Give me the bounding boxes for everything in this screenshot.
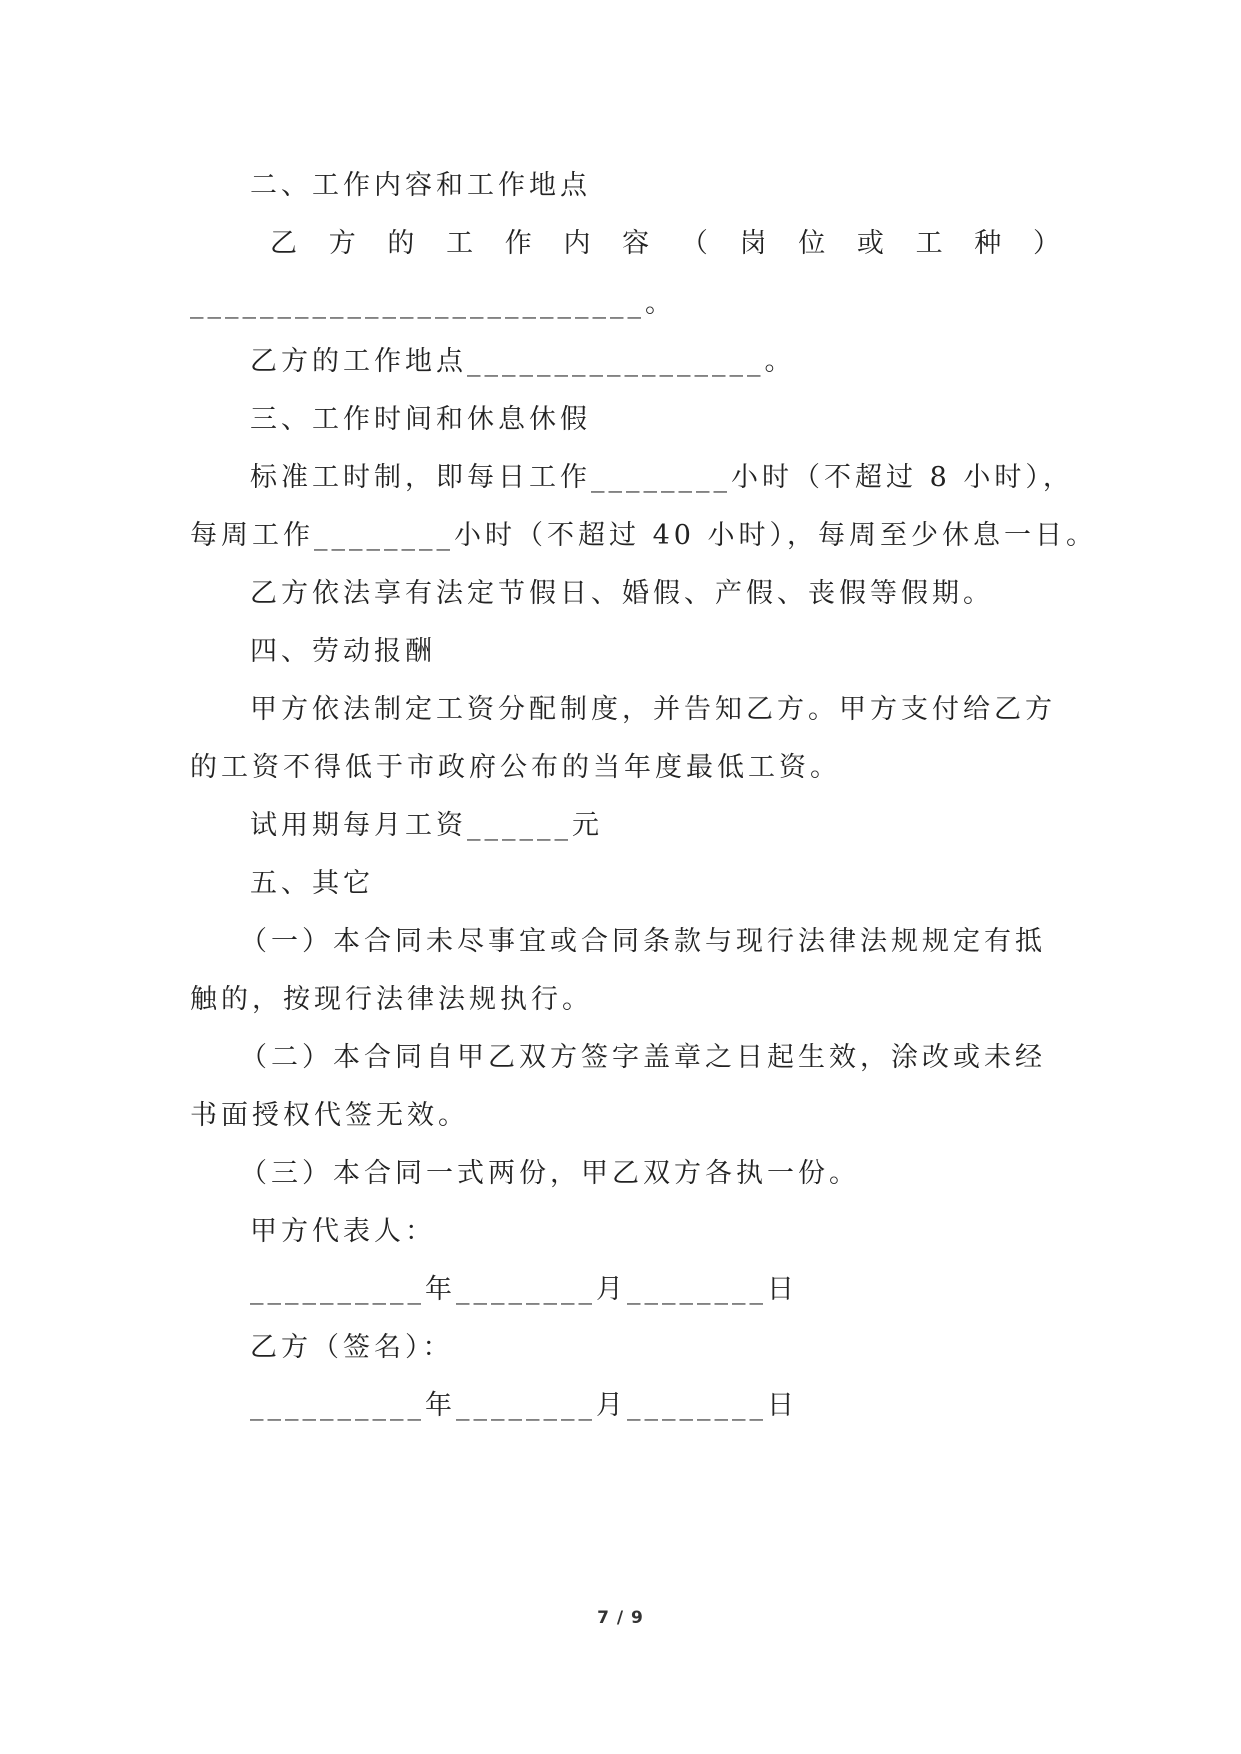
- holidays-line: 乙方依法享有法定节假日、婚假、产假、丧假等假期。: [250, 578, 994, 609]
- spread-char: 作: [504, 228, 532, 259]
- work-location-line: 乙方的工作地点_________________。: [250, 346, 796, 377]
- spread-char: ）: [1032, 228, 1060, 259]
- spread-char: 的: [387, 228, 415, 259]
- standard-hours-line: 标准工时制，即每日工作________小时（不超过 8 小时），: [250, 462, 1074, 493]
- spread-char: 方: [328, 228, 356, 259]
- party-b-signature-label: 乙方（签名）：: [250, 1332, 454, 1363]
- section-heading-other: 五、其它: [250, 868, 374, 899]
- work-content-line: [270, 224, 1060, 264]
- party-b-date-line: __________年________月________日: [250, 1390, 798, 1421]
- clause-2-line-2: 书面授权代签无效。: [190, 1100, 469, 1131]
- clause-2-line-1: （二）本合同自甲乙双方签字盖章之日起生效，涂改或未经: [240, 1042, 1046, 1073]
- party-a-representative-label: 甲方代表人：: [250, 1216, 436, 1247]
- spread-char: 岗: [739, 228, 767, 259]
- clause-3-line: （三）本合同一式两份，甲乙双方各执一份。: [240, 1158, 860, 1189]
- probation-wage-line: 试用期每月工资______元: [250, 810, 603, 841]
- spread-char: 种: [974, 228, 1002, 259]
- wage-system-line-2: 的工资不得低于市政府公布的当年度最低工资。: [190, 752, 841, 783]
- page-number: 7 / 9: [597, 1608, 644, 1628]
- spread-char: （: [680, 228, 708, 259]
- spread-char: 工: [446, 228, 474, 259]
- wage-system-line-1: 甲方依法制定工资分配制度，并告知乙方。甲方支付给乙方: [250, 694, 1056, 725]
- spread-char: 容: [622, 228, 650, 259]
- spread-char: 乙: [270, 228, 297, 259]
- spread-char: 内: [563, 228, 591, 259]
- section-heading-work-hours: 三、工作时间和休息休假: [250, 404, 591, 435]
- spread-char: 工: [915, 228, 943, 259]
- section-heading-work-content: 二、工作内容和工作地点: [250, 170, 591, 201]
- clause-1-line-1: （一）本合同未尽事宜或合同条款与现行法律法规规定有抵: [240, 926, 1046, 957]
- party-a-date-line: __________年________月________日: [250, 1274, 798, 1305]
- spread-char: 或: [856, 228, 884, 259]
- spread-char: 位: [798, 228, 826, 259]
- work-content-blank: __________________________。: [190, 288, 676, 319]
- weekly-hours-line: 每周工作________小时（不超过 40 小时），每周至少休息一日。: [190, 520, 1098, 551]
- section-heading-compensation: 四、劳动报酬: [250, 636, 436, 667]
- clause-1-line-2: 触的，按现行法律法规执行。: [190, 984, 593, 1015]
